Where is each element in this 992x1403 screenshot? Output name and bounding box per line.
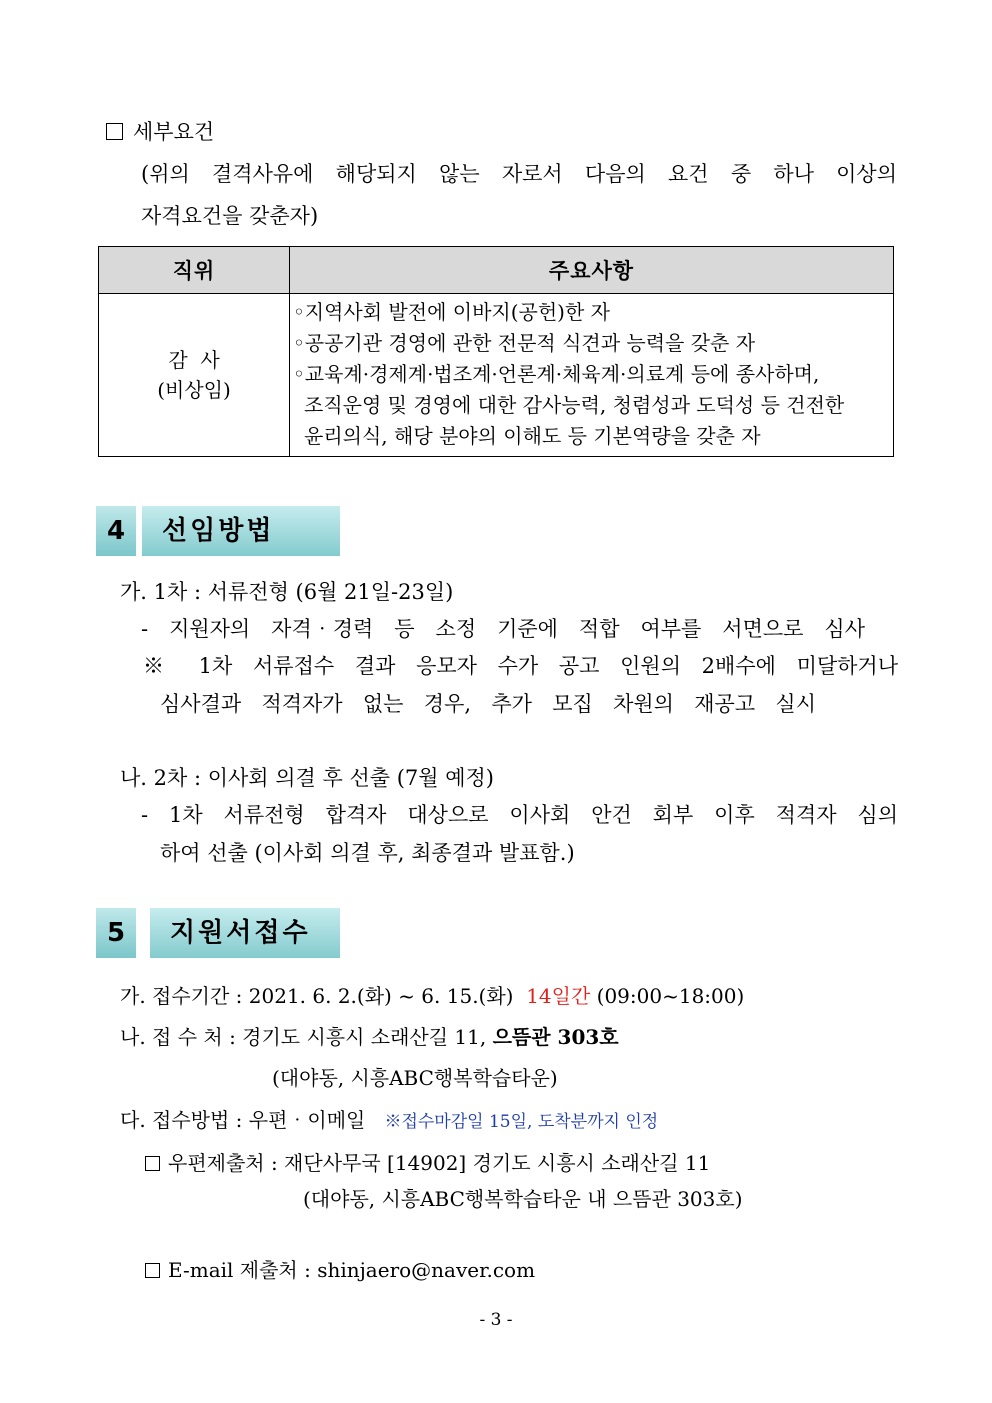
email-label: E-mail 제출처 : (168, 1258, 311, 1282)
period-hours: (09:00~18:00) (596, 984, 745, 1008)
section4-step2-desc-line1: - 1차 서류전형 합격자 대상으로 이사회 안건 회부 이후 적격자 심의 (141, 803, 898, 827)
post-label: 우편제출처 : 재단사무국 [14902] 경기도 시흥시 소래산길 11 (168, 1151, 711, 1175)
list-item: ◦교육계·경제계·법조계·언론계·체육계·의료계 등에 종사하며, (293, 362, 820, 386)
place-building: 으뜸관 303호 (492, 1025, 619, 1049)
details-intro-line1: (위의 결격사유에 해당되지 않는 자로서 다음의 요건 중 하나 이상의 (141, 162, 897, 186)
section4-step1-desc: - 지원자의 자격‧경력 등 소정 기준에 적합 여부를 서면으로 심사 (141, 617, 865, 641)
section5-place (120, 1021, 619, 1050)
section4-title: 선임방법 (142, 506, 340, 556)
period-days: 14일간 (526, 984, 591, 1008)
position-title: 감 사 (168, 348, 220, 372)
place-note: (대야동, 시흥ABC행복학습타운) (272, 1066, 558, 1090)
details-intro-line2: 자격요건을 갖춘자) (141, 204, 319, 228)
table-row (99, 294, 894, 457)
email-submission (145, 1254, 535, 1283)
position-note: (비상임) (157, 378, 231, 402)
section4-step2-desc-line2: 하여 선출 (이사회 의결 후, 최종결과 발표함.) (160, 841, 575, 865)
list-item-continuation: 윤리의식, 해당 분야의 이해도 등 기본역량을 갖춘 자 (304, 424, 761, 448)
requirements-table (98, 246, 894, 457)
section5-title: 지원서접수 (150, 908, 340, 958)
email-address[interactable]: shinjaero@naver.com (317, 1258, 536, 1282)
method-label: 다. 접수방법 : 우편‧이메일 (120, 1108, 366, 1132)
section4-step1-note-line1: ※ 1차 서류접수 결과 응모자 수가 공고 인원의 2배수에 미달하거나 (143, 654, 898, 678)
post-note: (대야동, 시흥ABC행복학습타운 내 으뜸관 303호) (303, 1187, 743, 1211)
period-label: 가. 접수기간 : 2021. 6. 2.(화) ~ 6. 15.(화) (120, 984, 514, 1008)
checkbox-square-icon (106, 123, 123, 140)
checkbox-square-icon (145, 1263, 160, 1278)
section4-number: 4 (96, 506, 136, 556)
list-item: ◦공공기관 경영에 관한 전문적 식견과 능력을 갖춘 자 (293, 331, 756, 355)
section4-step1-note-line2: 심사결과 적격자가 없는 경우, 추가 모집 차원의 재공고 실시 (160, 692, 816, 716)
table-header-row (99, 247, 894, 294)
section5-number: 5 (96, 908, 136, 958)
column-header-position: 직위 (99, 247, 290, 294)
section4-step2-title: 나. 2차 : 이사회 의결 후 선출 (7월 예정) (120, 766, 494, 790)
details-heading: 세부요건 (106, 116, 214, 146)
post-submission (145, 1147, 710, 1176)
section5-method (120, 1104, 658, 1133)
section5-period (120, 980, 744, 1009)
list-item: ◦지역사회 발전에 이바지(공헌)한 자 (293, 300, 610, 324)
page-number: - 3 - (479, 1310, 513, 1330)
method-note: ※접수마감일 15일, 도착분까지 인정 (384, 1112, 659, 1132)
details-cell (290, 294, 894, 457)
position-cell (99, 294, 290, 457)
column-header-details: 주요사항 (290, 247, 894, 294)
list-item-continuation: 조직운영 및 경영에 대한 감사능력, 청렴성과 도덕성 등 건전한 (304, 393, 845, 417)
checkbox-square-icon (145, 1156, 160, 1171)
place-label: 나. 접 수 처 : 경기도 시흥시 소래산길 11, (120, 1025, 487, 1049)
section4-step1-title: 가. 1차 : 서류전형 (6월 21일-23일) (120, 580, 454, 604)
